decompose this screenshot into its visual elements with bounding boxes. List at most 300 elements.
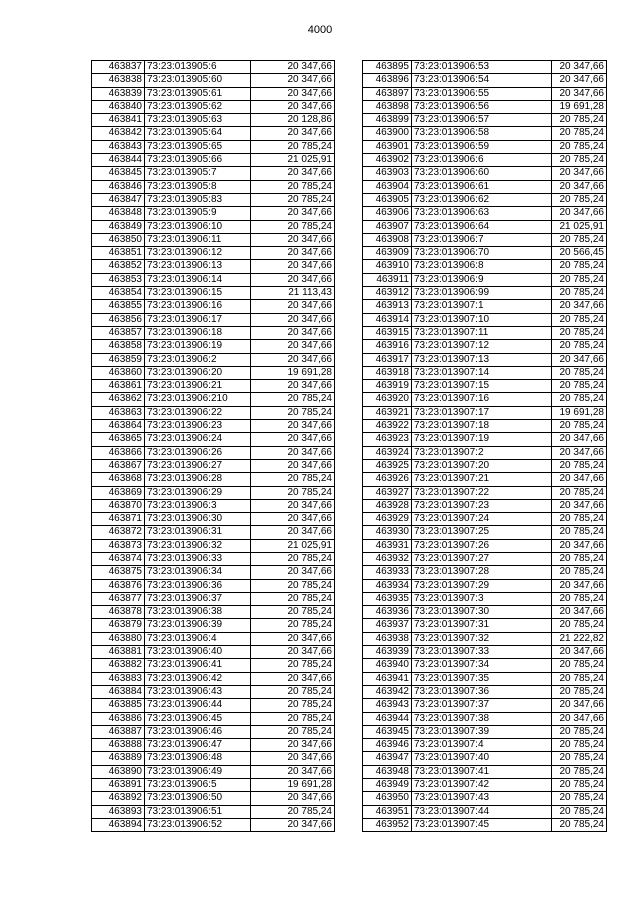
cadastral-number-cell: 73:23:013907:43: [412, 792, 552, 805]
table-row: [92, 725, 335, 738]
value-cell: 19 691,28: [552, 100, 607, 113]
row-number-cell: 463899: [363, 114, 412, 127]
cadastral-number-cell: 73:23:013906:22: [145, 406, 251, 419]
row-number-cell: 463950: [363, 792, 412, 805]
cadastral-number-cell: 73:23:013907:3: [412, 592, 552, 605]
table-row: [92, 672, 335, 685]
cadastral-number-cell: 73:23:013906:63: [412, 207, 552, 220]
row-number-cell: 463837: [92, 61, 145, 74]
cadastral-number-cell: 73:23:013907:31: [412, 619, 552, 632]
cadastral-number-cell: 73:23:013906:55: [412, 87, 552, 100]
table-row: [92, 420, 335, 433]
row-number-cell: 463883: [92, 672, 145, 685]
table-row: [363, 100, 607, 113]
table-row: [363, 420, 607, 433]
cadastral-number-cell: 73:23:013907:36: [412, 685, 552, 698]
table-row: [92, 499, 335, 512]
row-number-cell: 463919: [363, 380, 412, 393]
row-number-cell: 463863: [92, 406, 145, 419]
value-cell: 20 785,24: [251, 473, 335, 486]
cadastral-number-cell: 73:23:013907:21: [412, 473, 552, 486]
cadastral-number-cell: 73:23:013906:20: [145, 366, 251, 379]
cadastral-number-cell: 73:23:013907:26: [412, 539, 552, 552]
table-row: [92, 818, 335, 831]
cadastral-number-cell: 73:23:013906:6: [412, 154, 552, 167]
row-number-cell: 463845: [92, 167, 145, 180]
cadastral-number-cell: 73:23:013906:7: [412, 233, 552, 246]
row-number-cell: 463879: [92, 619, 145, 632]
row-number-cell: 463849: [92, 220, 145, 233]
cadastral-number-cell: 73:23:013907:27: [412, 552, 552, 565]
row-number-cell: 463851: [92, 247, 145, 260]
cadastral-number-cell: 73:23:013906:29: [145, 486, 251, 499]
row-number-cell: 463874: [92, 552, 145, 565]
value-cell: 20 785,24: [552, 725, 607, 738]
value-cell: 20 785,24: [251, 699, 335, 712]
value-cell: 20 785,24: [552, 393, 607, 406]
table-row: [92, 340, 335, 353]
table-row: [92, 579, 335, 592]
cadastral-number-cell: 73:23:013905:7: [145, 167, 251, 180]
row-number-cell: 463872: [92, 526, 145, 539]
value-cell: 20 785,24: [251, 220, 335, 233]
value-cell: 20 347,66: [251, 167, 335, 180]
table-row: [92, 100, 335, 113]
cadastral-number-cell: 73:23:013907:24: [412, 513, 552, 526]
table-row: [363, 792, 607, 805]
cadastral-number-cell: 73:23:013906:41: [145, 659, 251, 672]
cadastral-number-cell: 73:23:013906:64: [412, 220, 552, 233]
value-cell: 20 347,66: [552, 74, 607, 87]
value-cell: 20 347,66: [251, 792, 335, 805]
cadastral-number-cell: 73:23:013907:13: [412, 353, 552, 366]
value-cell: 20 347,66: [251, 340, 335, 353]
value-cell: 20 785,24: [552, 752, 607, 765]
table-row: [92, 779, 335, 792]
cadastral-number-cell: 73:23:013907:28: [412, 566, 552, 579]
value-cell: 20 347,66: [552, 646, 607, 659]
cadastral-number-cell: 73:23:013906:16: [145, 300, 251, 313]
row-number-cell: 463884: [92, 685, 145, 698]
table-row: [363, 220, 607, 233]
row-number-cell: 463889: [92, 752, 145, 765]
table-row: [363, 193, 607, 206]
value-cell: 21 222,82: [552, 632, 607, 645]
value-cell: 20 785,24: [552, 273, 607, 286]
row-number-cell: 463864: [92, 420, 145, 433]
row-number-cell: 463935: [363, 592, 412, 605]
value-cell: 20 347,66: [552, 712, 607, 725]
row-number-cell: 463892: [92, 792, 145, 805]
row-number-cell: 463878: [92, 606, 145, 619]
table-row: [92, 326, 335, 339]
cadastral-number-cell: 73:23:013907:25: [412, 526, 552, 539]
table-row: [92, 114, 335, 127]
cadastral-number-cell: 73:23:013906:52: [145, 818, 251, 831]
cadastral-number-cell: 73:23:013906:40: [145, 646, 251, 659]
row-number-cell: 463847: [92, 193, 145, 206]
value-cell: 20 785,24: [552, 380, 607, 393]
cadastral-number-cell: 73:23:013906:5: [145, 779, 251, 792]
table-row: [92, 406, 335, 419]
table-row: [363, 366, 607, 379]
table-row: [363, 752, 607, 765]
row-number-cell: 463922: [363, 420, 412, 433]
row-number-cell: 463900: [363, 127, 412, 140]
value-cell: 20 785,24: [552, 685, 607, 698]
row-number-cell: 463901: [363, 140, 412, 153]
table-row: [363, 539, 607, 552]
cadastral-number-cell: 73:23:013907:10: [412, 313, 552, 326]
table-row: [92, 61, 335, 74]
table-row: [92, 366, 335, 379]
cadastral-number-cell: 73:23:013906:17: [145, 313, 251, 326]
row-number-cell: 463920: [363, 393, 412, 406]
table-row: [92, 207, 335, 220]
table-row: [363, 233, 607, 246]
row-number-cell: 463923: [363, 433, 412, 446]
value-cell: 20 347,66: [251, 260, 335, 273]
row-number-cell: 463856: [92, 313, 145, 326]
cadastral-number-cell: 73:23:013906:59: [412, 140, 552, 153]
value-cell: 20 347,66: [251, 233, 335, 246]
row-number-cell: 463924: [363, 446, 412, 459]
row-number-cell: 463865: [92, 433, 145, 446]
cadastral-number-cell: 73:23:013906:50: [145, 792, 251, 805]
value-cell: 20 785,24: [552, 792, 607, 805]
value-cell: 20 347,66: [251, 499, 335, 512]
row-number-cell: 463949: [363, 779, 412, 792]
cadastral-number-cell: 73:23:013907:39: [412, 725, 552, 738]
row-number-cell: 463915: [363, 326, 412, 339]
table-row: [92, 566, 335, 579]
cadastral-number-cell: 73:23:013905:66: [145, 154, 251, 167]
row-number-cell: 463897: [363, 87, 412, 100]
cadastral-number-cell: 73:23:013907:15: [412, 380, 552, 393]
row-number-cell: 463906: [363, 207, 412, 220]
table-row: [363, 513, 607, 526]
cadastral-number-cell: 73:23:013906:28: [145, 473, 251, 486]
cadastral-number-cell: 73:23:013906:2: [145, 353, 251, 366]
row-number-cell: 463904: [363, 180, 412, 193]
cadastral-number-cell: 73:23:013907:41: [412, 765, 552, 778]
row-number-cell: 463942: [363, 685, 412, 698]
row-number-cell: 463910: [363, 260, 412, 273]
table-row: [92, 739, 335, 752]
cadastral-number-cell: 73:23:013907:38: [412, 712, 552, 725]
table-row: [363, 74, 607, 87]
value-cell: 20 785,24: [552, 114, 607, 127]
table-row: [92, 446, 335, 459]
cadastral-number-cell: 73:23:013906:36: [145, 579, 251, 592]
table-row: [363, 592, 607, 605]
table-row: [363, 313, 607, 326]
table-row: [92, 632, 335, 645]
row-number-cell: 463852: [92, 260, 145, 273]
cadastral-number-cell: 73:23:013906:21: [145, 380, 251, 393]
row-number-cell: 463943: [363, 699, 412, 712]
value-cell: 20 347,66: [251, 566, 335, 579]
cadastral-number-cell: 73:23:013907:42: [412, 779, 552, 792]
table-row: [92, 180, 335, 193]
value-cell: 20 347,66: [251, 380, 335, 393]
row-number-cell: 463946: [363, 739, 412, 752]
cadastral-number-cell: 73:23:013907:40: [412, 752, 552, 765]
table-row: [363, 380, 607, 393]
value-cell: 20 347,66: [251, 646, 335, 659]
table-row: [363, 499, 607, 512]
value-cell: 20 347,66: [552, 473, 607, 486]
row-number-cell: 463855: [92, 300, 145, 313]
row-number-cell: 463887: [92, 725, 145, 738]
row-number-cell: 463881: [92, 646, 145, 659]
value-cell: 20 785,24: [552, 366, 607, 379]
row-number-cell: 463880: [92, 632, 145, 645]
table-row: [363, 646, 607, 659]
cadastral-number-cell: 73:23:013907:30: [412, 606, 552, 619]
value-cell: 20 785,24: [552, 818, 607, 831]
value-cell: 20 347,66: [552, 61, 607, 74]
row-number-cell: 463861: [92, 380, 145, 393]
row-number-cell: 463896: [363, 74, 412, 87]
cadastral-number-cell: 73:23:013906:42: [145, 672, 251, 685]
cadastral-number-cell: 73:23:013906:18: [145, 326, 251, 339]
row-number-cell: 463877: [92, 592, 145, 605]
table-row: [92, 805, 335, 818]
value-cell: 20 347,66: [251, 739, 335, 752]
value-cell: 20 785,24: [251, 619, 335, 632]
table-row: [363, 273, 607, 286]
table-row: [363, 260, 607, 273]
row-number-cell: 463871: [92, 513, 145, 526]
value-cell: 20 785,24: [552, 287, 607, 300]
row-number-cell: 463938: [363, 632, 412, 645]
cadastral-number-cell: 73:23:013906:14: [145, 273, 251, 286]
row-number-cell: 463868: [92, 473, 145, 486]
value-cell: 21 025,91: [251, 154, 335, 167]
cadastral-number-cell: 73:23:013907:32: [412, 632, 552, 645]
right-table: [362, 60, 607, 832]
row-number-cell: 463869: [92, 486, 145, 499]
row-number-cell: 463895: [363, 61, 412, 74]
value-cell: 20 347,66: [552, 699, 607, 712]
table-row: [363, 114, 607, 127]
table-row: [363, 127, 607, 140]
value-cell: 20 785,24: [251, 592, 335, 605]
cadastral-number-cell: 73:23:013905:64: [145, 127, 251, 140]
value-cell: 20 347,66: [552, 300, 607, 313]
row-number-cell: 463907: [363, 220, 412, 233]
table-row: [92, 592, 335, 605]
cadastral-number-cell: 73:23:013907:37: [412, 699, 552, 712]
value-cell: 20 785,24: [251, 180, 335, 193]
table-row: [92, 513, 335, 526]
table-row: [363, 632, 607, 645]
table-row: [92, 685, 335, 698]
row-number-cell: 463912: [363, 287, 412, 300]
cadastral-number-cell: 73:23:013906:4: [145, 632, 251, 645]
table-row: [92, 712, 335, 725]
table-row: [92, 539, 335, 552]
table-row: [92, 154, 335, 167]
table-row: [363, 87, 607, 100]
row-number-cell: 463913: [363, 300, 412, 313]
value-cell: 20 785,24: [552, 619, 607, 632]
table-row: [92, 473, 335, 486]
cadastral-number-cell: 73:23:013905:83: [145, 193, 251, 206]
value-cell: 20 785,24: [552, 566, 607, 579]
cadastral-number-cell: 73:23:013907:33: [412, 646, 552, 659]
cadastral-number-cell: 73:23:013907:29: [412, 579, 552, 592]
row-number-cell: 463840: [92, 100, 145, 113]
row-number-cell: 463862: [92, 393, 145, 406]
cadastral-number-cell: 73:23:013906:45: [145, 712, 251, 725]
row-number-cell: 463941: [363, 672, 412, 685]
table-row: [92, 287, 335, 300]
value-cell: 20 347,66: [552, 579, 607, 592]
value-cell: 20 785,24: [251, 805, 335, 818]
row-number-cell: 463888: [92, 739, 145, 752]
cadastral-number-cell: 73:23:013905:62: [145, 100, 251, 113]
table-row: [92, 765, 335, 778]
cadastral-number-cell: 73:23:013907:35: [412, 672, 552, 685]
row-number-cell: 463909: [363, 247, 412, 260]
row-number-cell: 463911: [363, 273, 412, 286]
cadastral-number-cell: 73:23:013907:17: [412, 406, 552, 419]
table-row: [363, 712, 607, 725]
value-cell: 20 785,24: [552, 340, 607, 353]
value-cell: 20 347,66: [251, 513, 335, 526]
table-row: [363, 659, 607, 672]
cadastral-number-cell: 73:23:013905:9: [145, 207, 251, 220]
cadastral-number-cell: 73:23:013906:26: [145, 446, 251, 459]
value-cell: 20 347,66: [251, 207, 335, 220]
row-number-cell: 463858: [92, 340, 145, 353]
value-cell: 20 347,66: [251, 74, 335, 87]
row-number-cell: 463921: [363, 406, 412, 419]
table-row: [363, 353, 607, 366]
value-cell: 20 785,24: [251, 140, 335, 153]
cadastral-number-cell: 73:23:013906:49: [145, 765, 251, 778]
row-number-cell: 463947: [363, 752, 412, 765]
value-cell: 20 785,24: [251, 193, 335, 206]
table-row: [363, 300, 607, 313]
value-cell: 20 785,24: [552, 672, 607, 685]
value-cell: 20 785,24: [552, 765, 607, 778]
value-cell: 20 347,66: [552, 87, 607, 100]
value-cell: 20 785,24: [552, 779, 607, 792]
cadastral-number-cell: 73:23:013906:27: [145, 459, 251, 472]
cadastral-number-cell: 73:23:013905:63: [145, 114, 251, 127]
value-cell: 20 347,66: [552, 353, 607, 366]
value-cell: 20 347,66: [251, 326, 335, 339]
table-row: [92, 552, 335, 565]
table-row: [92, 619, 335, 632]
cadastral-number-cell: 73:23:013906:44: [145, 699, 251, 712]
table-row: [363, 739, 607, 752]
row-number-cell: 463886: [92, 712, 145, 725]
row-number-cell: 463931: [363, 539, 412, 552]
value-cell: 20 785,24: [251, 552, 335, 565]
value-cell: 20 785,24: [552, 326, 607, 339]
cadastral-number-cell: 73:23:013906:39: [145, 619, 251, 632]
value-cell: 20 347,66: [251, 672, 335, 685]
row-number-cell: 463940: [363, 659, 412, 672]
row-number-cell: 463848: [92, 207, 145, 220]
cadastral-number-cell: 73:23:013906:12: [145, 247, 251, 260]
value-cell: 21 025,91: [251, 539, 335, 552]
value-cell: 20 785,24: [552, 659, 607, 672]
value-cell: 20 785,24: [552, 193, 607, 206]
page-number: 4000: [307, 24, 333, 36]
row-number-cell: 463927: [363, 486, 412, 499]
table-row: [363, 140, 607, 153]
row-number-cell: 463857: [92, 326, 145, 339]
row-number-cell: 463916: [363, 340, 412, 353]
row-number-cell: 463951: [363, 805, 412, 818]
cadastral-number-cell: 73:23:013907:14: [412, 366, 552, 379]
value-cell: 20 785,24: [251, 712, 335, 725]
table-row: [92, 699, 335, 712]
row-number-cell: 463867: [92, 459, 145, 472]
table-row: [363, 566, 607, 579]
cadastral-number-cell: 73:23:013906:46: [145, 725, 251, 738]
row-number-cell: 463860: [92, 366, 145, 379]
cadastral-number-cell: 73:23:013906:60: [412, 167, 552, 180]
value-cell: 20 785,24: [251, 606, 335, 619]
table-row: [363, 459, 607, 472]
value-cell: 20 347,66: [251, 127, 335, 140]
table-row: [363, 552, 607, 565]
row-number-cell: 463932: [363, 552, 412, 565]
cadastral-number-cell: 73:23:013906:19: [145, 340, 251, 353]
row-number-cell: 463898: [363, 100, 412, 113]
cadastral-number-cell: 73:23:013906:31: [145, 526, 251, 539]
value-cell: 20 347,66: [251, 247, 335, 260]
row-number-cell: 463945: [363, 725, 412, 738]
row-number-cell: 463893: [92, 805, 145, 818]
row-number-cell: 463929: [363, 513, 412, 526]
table-row: [363, 247, 607, 260]
value-cell: 20 785,24: [552, 459, 607, 472]
table-row: [92, 353, 335, 366]
cadastral-number-cell: 73:23:013907:19: [412, 433, 552, 446]
value-cell: 20 347,66: [251, 459, 335, 472]
cadastral-number-cell: 73:23:013906:32: [145, 539, 251, 552]
cadastral-number-cell: 73:23:013905:6: [145, 61, 251, 74]
value-cell: 20 347,66: [251, 61, 335, 74]
table-row: [363, 765, 607, 778]
row-number-cell: 463844: [92, 154, 145, 167]
value-cell: 20 785,24: [251, 685, 335, 698]
cadastral-number-cell: 73:23:013906:47: [145, 739, 251, 752]
row-number-cell: 463854: [92, 287, 145, 300]
value-cell: 20 347,66: [251, 273, 335, 286]
value-cell: 20 347,66: [251, 526, 335, 539]
cadastral-number-cell: 73:23:013907:34: [412, 659, 552, 672]
row-number-cell: 463905: [363, 193, 412, 206]
cadastral-number-cell: 73:23:013906:70: [412, 247, 552, 260]
table-row: [92, 792, 335, 805]
table-row: [363, 473, 607, 486]
value-cell: 20 785,24: [552, 805, 607, 818]
row-number-cell: 463926: [363, 473, 412, 486]
row-number-cell: 463939: [363, 646, 412, 659]
cadastral-number-cell: 73:23:013906:11: [145, 233, 251, 246]
value-cell: 20 785,24: [552, 233, 607, 246]
row-number-cell: 463873: [92, 539, 145, 552]
value-cell: 20 347,66: [552, 180, 607, 193]
